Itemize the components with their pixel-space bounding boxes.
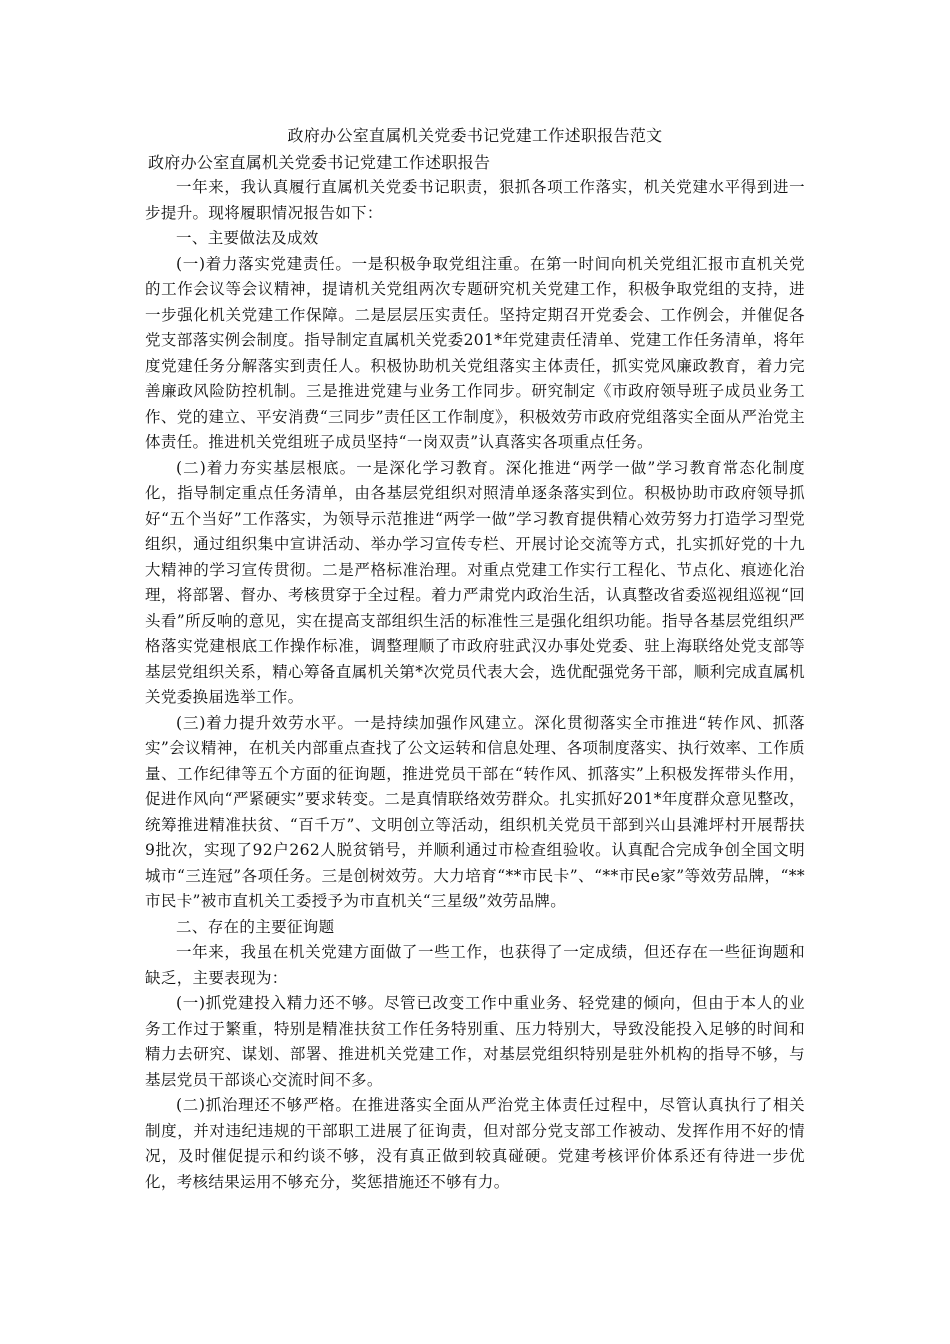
paragraph-1-1: (一)着力落实党建责任。一是积极争取党组注重。在第一时间向机关党组汇报市直机关党的工作会议等会议精神，提请机关党组两次专题研究机关党建工作，积极争取党组的支持，进一步强化机关党建工作保障。二是层层压实责任。坚持定期召开党委会、工作例会，并催促各党支部落实例会制度。指导制定直属机关党委201*年党建责任清单、党建工作任务清单，将年度党建任务分解落实到责任人。积极协助机关党组落实主体责任，抓实党风廉政教育，着力完善廉政风险防控机制。三是推进党建与业务工作同步。研究制定《市政府领导班子成员业务工作、党的建立、平安消费“三同步”责任区工作制度》，积极效劳市政府党组落实全面从严治党主体责任。推进机关党组班子成员坚持“一岗双责”认真落实各项重点任务。 [145, 254, 805, 451]
paragraph-1-2: (二)着力夯实基层根底。一是深化学习教育。深化推进“两学一做”学习教育常态化制度化，指导制定重点任务清单，由各基层党组织对照清单逐条落实到位。积极协助市政府领导抓好“五个当好”工作落实，为领导示范推进“两学一做”学习教育提供精心效劳努力打造学习型党组织，通过组织集中宣讲活动、举办学习宣传专栏、开展讨论交流等方式，扎实抓好党的十九大精神的学习宣传贯彻。二是严格标准治理。对重点党建工作实行工程化、节点化、痕迹化治理，将部署、督办、考核贯穿于全过程。着力严肃党内政治生活，认真整改省委巡视组巡视“回头看”所反响的意见，实在提高支部组织生活的标准性三是强化组织功能。指导各基层党组织严格落实党建根底工作操作标准，调整理顺了市政府驻武汉办事处党委、驻上海联络处党支部等基层党组织关系，精心筹备直属机关第*次党员代表大会，选优配强党务干部，顺利完成直属机关党委换届选举工作。 [145, 458, 805, 706]
section-heading-1: 一、主要做法及成效 [176, 229, 319, 247]
paragraph-intro: 一年来，我认真履行直属机关党委书记职责，狠抓各项工作落实，机关党建水平得到进一步提升。现将履职情况报告如下： [145, 178, 805, 222]
document-title: 政府办公室直属机关党委书记党建工作述职报告范文 [287, 126, 663, 145]
document-subtitle: 政府办公室直属机关党委书记党建工作述职报告 [148, 153, 491, 172]
section-heading-2: 二、存在的主要征询题 [176, 917, 335, 936]
paragraph-1-3: (三)着力提升效劳水平。一是持续加强作风建立。深化贯彻落实全市推进“转作风、抓落实”会议精神，在机关内部重点查找了公文运转和信息处理、各项制度落实、执行效率、工作质量、工作纪律等五个方面的征询题，推进党员干部在“转作风、抓落实”上积极发挥带头作用，促进作风向“严紧硬实”要求转变。二是真情联络效劳群众。扎实抓好201*年度群众意见整改，统筹推进精准扶贫、“百千万”、文明创立等活动，组织机关党员干部到兴山县滩坪村开展帮扶9批次，实现了92户262人脱贫销号，并顺利通过市检查组验收。认真配合完成争创全国文明城市“三连冠”各项任务。三是创树效劳。大力培育“**市民卡”、“**市民e家”等效劳品牌，“**市民卡”被市直机关工委授予为市直机关“三星级”效劳品牌。 [145, 713, 805, 910]
paragraph-2-1: (一)抓党建投入精力还不够。尽管已改变工作中重业务、轻党建的倾向，但由于本人的业务工作过于繁重，特别是精准扶贫工作任务特别重、压力特别大，导致没能投入足够的时间和精力去研究、谋划、部署、推进机关党建工作，对基层党组织特别是驻外机构的指导不够，与基层党员干部谈心交流时间不多。 [145, 994, 805, 1089]
document-body [145, 175, 805, 1195]
paragraph-2-2: (二)抓治理还不够严格。在推进落实全面从严治党主体责任过程中，尽管认真执行了相关制度，并对违纪违规的干部职工进展了征询责，但对部分党支部工作被动、发挥作用不好的情况，及时催促提示和约谈不够，没有真正做到较真碰硬。党建考核评价体系还有待进一步优化，考核结果运用不够充分，奖惩措施还不够有力。 [145, 1096, 805, 1191]
paragraph-2-intro: 一年来，我虽在机关党建方面做了一些工作，也获得了一定成绩，但还存在一些征询题和缺乏，主要表现为： [145, 943, 805, 987]
